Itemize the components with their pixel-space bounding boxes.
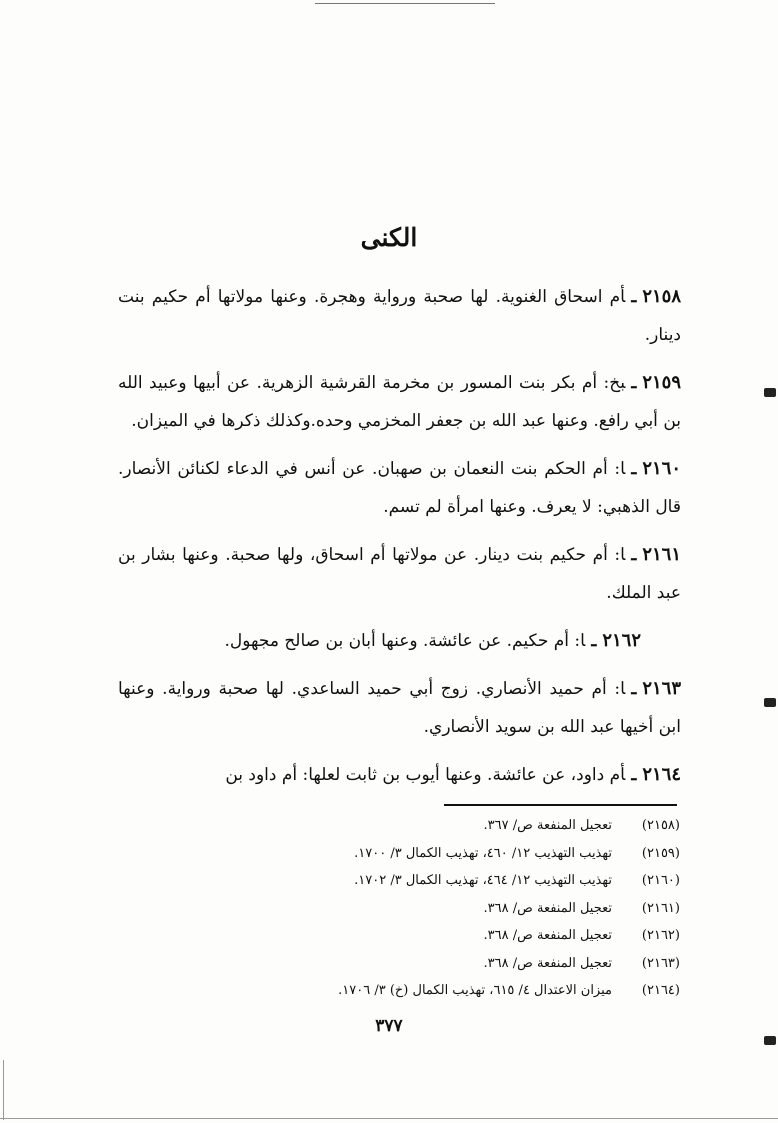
footnote-text: تهذيب التهذيب ١٢/ ٤٦٤، تهذيب الكمال ٣/ ١٧٠٢. bbox=[354, 873, 612, 888]
footnote bbox=[240, 895, 680, 923]
footnote bbox=[240, 867, 680, 895]
page-number: ٣٧٧ bbox=[375, 1016, 403, 1036]
footnote-number: (٢١٦١) bbox=[641, 900, 680, 916]
footnote-number: (٢١٥٩) bbox=[641, 845, 680, 861]
footnote-number: (٢١٦٤) bbox=[641, 983, 680, 998]
entries-body bbox=[118, 278, 681, 804]
entry: ٢١٦٤ـأم داود، عن عائشة. وعنها أيوب بن ثابت لعلها: أم داود بن bbox=[225, 764, 681, 785]
entry-text: ا: أم حكيم بنت دينار. عن مولاتها أم اسحاق، ولها صحبة. وعنها بشار بن عبد الملك. bbox=[118, 545, 681, 603]
entry: ٢١٦٢ـا: أم حكيم. عن عائشة. وعنها أبان بن صالح مجهول. bbox=[224, 630, 641, 651]
entry: ٢١٥٩ـبخ: أم بكر بنت المسور بن مخرمة القرشية الزهرية. عن أبيها وعبيد الله بن أبي رافع. وعنها عبد الله بن جعفر المخزمي وحده.وكذلك ذكرها في الميزان. bbox=[118, 372, 681, 431]
entry-number: ٢١٦٢ bbox=[602, 630, 641, 651]
footnote bbox=[240, 977, 680, 1005]
footnote bbox=[240, 950, 680, 978]
bottom-edge-rule bbox=[0, 1118, 778, 1119]
footnote-text: ميزان الاعتدال ٤/ ٦١٥، تهذيب الكمال (خ) ٣/ ١٧٠٦. bbox=[338, 983, 612, 998]
footnote-number: (٢١٦٠) bbox=[641, 873, 680, 888]
footnotes bbox=[240, 812, 680, 1005]
entry-number: ٢١٦٤ bbox=[642, 764, 681, 785]
margin-mark bbox=[764, 388, 776, 397]
entry-text: أم اسحاق الغنوية. لها صحبة ورواية وهجرة. وعنها مولاتها أم حكيم بنت دينار. bbox=[118, 287, 681, 345]
left-edge-rule bbox=[3, 1060, 4, 1120]
margin-mark bbox=[764, 698, 776, 707]
footnote-text: تعجيل المنفعة ص/ ٣٦٨. bbox=[483, 955, 612, 971]
entry-text: ا: أم الحكم بنت النعمان بن صهبان. عن أنس في الدعاء لكنائن الأنصار. قال الذهبي: لا يعرف. وعنها امرأة لم تسم. bbox=[118, 459, 681, 517]
entry: ٢١٦١ـا: أم حكيم بنت دينار. عن مولاتها أم اسحاق، ولها صحبة. وعنها بشار بن عبد الملك. bbox=[118, 544, 681, 603]
footnote-text: تعجيل المنفعة ص/ ٣٦٧. bbox=[483, 818, 612, 833]
top-edge-rule bbox=[315, 3, 495, 4]
page-title: الكنى bbox=[360, 223, 418, 252]
footnote bbox=[240, 840, 680, 868]
entry-text: ا: أم حكيم. عن عائشة. وعنها أبان بن صالح مجهول. bbox=[224, 631, 586, 651]
footnote-text: تعجيل المنفعة ص/ ٣٦٨. bbox=[483, 900, 612, 916]
entry-number: ٢١٦١ bbox=[642, 544, 681, 565]
entry: ٢١٥٨ـأم اسحاق الغنوية. لها صحبة ورواية وهجرة. وعنها مولاتها أم حكيم بنت دينار. bbox=[118, 286, 681, 345]
entry-text: أم داود، عن عائشة. وعنها أيوب بن ثابت لعلها: أم داود بن bbox=[225, 765, 626, 785]
footnote-number: (٢١٥٨) bbox=[641, 818, 680, 833]
entry-text: بخ: أم بكر بنت المسور بن مخرمة القرشية الزهرية. عن أبيها وعبيد الله بن أبي رافع. وعنها عبد الله بن جعفر المخزمي وحده.وكذلك ذكرها في الميزان. bbox=[118, 373, 681, 431]
footnote-number: (٢١٦٣) bbox=[641, 955, 680, 971]
entry-number: ٢١٦٠ bbox=[642, 458, 681, 479]
footnote-text: تهذيب التهذيب ١٢/ ٤٦٠، تهذيب الكمال ٣/ ١٧٠٠. bbox=[354, 845, 612, 861]
footnote bbox=[240, 922, 680, 950]
entry-text: ا: أم حميد الأنصاري. زوج أبي حميد الساعدي. لها صحبة ورواية. وعنها ابن أخيها عبد الله بن سويد الأنصاري. bbox=[118, 679, 681, 737]
entry: ٢١٦٠ـا: أم الحكم بنت النعمان بن صهبان. عن أنس في الدعاء لكنائن الأنصار. قال الذهبي: لا يعرف. وعنها امرأة لم تسم. bbox=[118, 458, 681, 517]
entry-number: ٢١٥٨ bbox=[642, 286, 681, 307]
footnote-number: (٢١٦٢) bbox=[641, 928, 680, 943]
footnote bbox=[240, 812, 680, 840]
margin-mark bbox=[764, 1036, 776, 1045]
entry: ٢١٦٣ـا: أم حميد الأنصاري. زوج أبي حميد الساعدي. لها صحبة ورواية. وعنها ابن أخيها عبد الله بن سويد الأنصاري. bbox=[118, 678, 681, 737]
entry-number: ٢١٥٩ bbox=[642, 372, 681, 393]
entry-number: ٢١٦٣ bbox=[642, 678, 681, 699]
footnote-separator bbox=[444, 804, 677, 806]
footnote-text: تعجيل المنفعة ص/ ٣٦٨. bbox=[483, 928, 612, 943]
